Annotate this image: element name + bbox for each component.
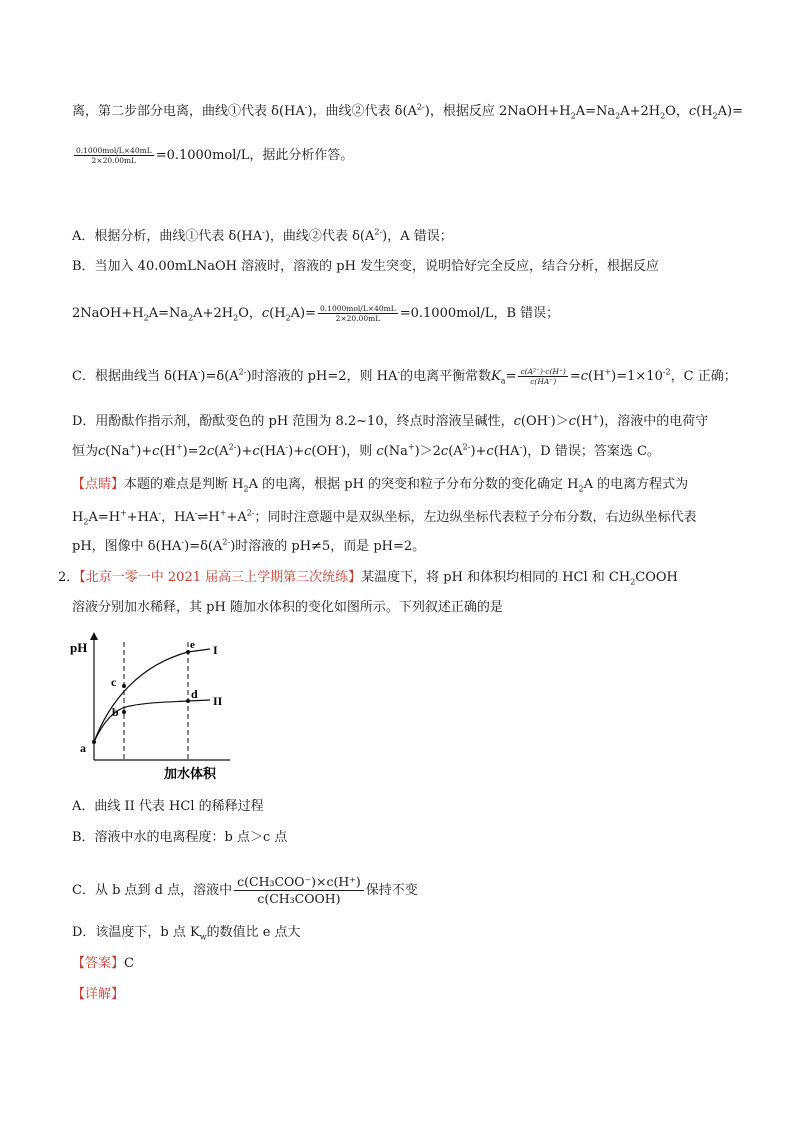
fraction-concentration: $\frac{\text{0.1000mol/L×40mL}}{2\times 20.00mL}$ <box>76 146 152 165</box>
point-c <box>122 684 126 688</box>
option-d-analysis-line-2: 恒为$c(Na^+)+c(H^+)=2c(A^{2-})+c(HA^-)+c(OH^-)$，则 $c(Na^+)>2c(A^{2-})+c(HA^-)$，D 错误；答案选 C。 <box>72 442 660 459</box>
fraction-ka-expression: $\frac{\text{c(CH₃COO⁻)×c(H⁺)}}{\text{c(CH₃COOH)}}$ <box>234 874 364 907</box>
label-e: e <box>190 639 195 651</box>
option-a-analysis: A．根据分析，曲线①代表 δ(HA-)，曲线②代表 $\delta(A^{2-})$，A 错误； <box>72 227 453 244</box>
question-2-stem-line-2: 溶液分别加水稀释，其 pH 随加水体积的变化如图所示。下列叙述正确的是 <box>72 600 503 615</box>
key-point-line-2: $H_2A=H^++HA^-$，$HA^-\rightleftharpoons H^++A^{2-}$；同时注意题中是双纵坐标，左边纵坐标代表粒子分布分数，右边纵坐标代表 <box>72 508 697 527</box>
key-point-line-3: pH，图像中 $\delta(HA^-)=\delta(A^{2-})$时溶液的 pH≠5，而是 pH=2。 <box>72 537 426 554</box>
y-axis-arrow <box>90 632 98 640</box>
para-line-1: 离，第二步部分电离，曲线①代表 δ(HA-)，曲线②代表 $\delta(A^{2-})$，根据反应 $2NaOH+H_2A=Na_2A+2H_2O$，$c(H_2A)=$ <box>72 102 743 121</box>
key-point-tag: 【点睛】 <box>72 477 125 492</box>
x-axis-label: 加水体积 <box>164 766 217 780</box>
answer-value: C <box>124 956 134 971</box>
label-curve-ii: II <box>213 694 223 708</box>
question-source-tag: 【北京一零一中 2021 届高三上学期第三次统练】 <box>79 570 362 585</box>
label-a: a <box>80 741 86 755</box>
q2-option-a[interactable]: A．曲线 II 代表 HCl 的稀释过程 <box>72 799 264 814</box>
answer-tag: 【答案】 <box>72 956 125 971</box>
option-d-analysis-line-1: D．用酚酞作指示剂，酚酞变色的 pH 范围为 8.2~10，终点时溶液呈碱性，c(OH-)＞c(H+)，溶液中的电荷守 <box>72 412 709 429</box>
q2-option-d[interactable]: D．该温度下，b 点 $K_w$的数值比 e 点大 <box>72 925 301 942</box>
answer-line <box>72 955 134 973</box>
label-d: d <box>191 687 198 701</box>
option-b-analysis-line-2: $2NaOH+H_2A=Na_2A+2H_2O$，$c(H_2A)=$ $\frac{\text{0.1000mol/L×40mL}}{2\times 20.00mL}$ =0.1000mol/L，B 错误； <box>72 304 560 323</box>
label-c: c <box>111 675 117 689</box>
point-d <box>186 699 190 703</box>
detail-tag: 【详解】 <box>72 987 125 1002</box>
fraction-concentration-b: $\frac{\text{0.1000mol/L×40mL}}{2\times 20.00mL}$ <box>320 304 396 323</box>
q2-option-b[interactable]: B．溶液中水的电离程度：b 点＞c 点 <box>72 830 288 845</box>
option-c-analysis: C．根据曲线当 $\delta(HA^-)=\delta(A^{2-})$时溶液的 pH=2，则 HA-的电离平衡常数$K_a=$ $\frac{\text{c(A²⁻)·c(H⁺)}}{c(HA^-)}$ $=c(H^+)=1\times 10^{-2}$，C 正确； <box>72 367 737 386</box>
point-a <box>92 740 96 744</box>
fraction-ka: $\frac{\text{c(A²⁻)·c(H⁺)}}{c(HA^-)}$ <box>520 367 566 386</box>
point-b <box>122 710 126 714</box>
para-line-2: $\frac{\text{0.1000mol/L×40mL}}{2\times 20.00mL}$ =0.1000mol/L，据此分析作答。 <box>76 146 354 165</box>
label-curve-i: I <box>213 643 218 657</box>
key-point-line-1: 【点睛】本题的难点是判断 $H_2A$ 的电离，根据 pH 的突变和粒子分布分数的变化确定 $H_2A$ 的电离方程式为 <box>72 477 689 494</box>
y-axis-label: pH <box>70 640 88 655</box>
ph-dilution-graph <box>70 630 240 780</box>
option-b-analysis-line-1: B．当加入 40.00mLNaOH 溶液时，溶液的 pH 发生突变，说明恰好完全反应，结合分析，根据反应 <box>72 259 660 274</box>
label-b: b <box>112 705 119 719</box>
detail-line <box>72 986 124 1004</box>
question-2-stem-line-1: 2．【北京一零一中 2021 届高三上学期第三次统练】某温度下，将 pH 和体积均相同的 HCl 和 $CH_2COOH$ <box>58 570 678 587</box>
q2-option-c[interactable]: C．从 b 点到 d 点，溶液中 $\frac{\text{c(CH₃COO⁻)×c(H⁺)}}{\text{c(CH₃COOH)}}$ 保持不变 <box>72 874 418 906</box>
